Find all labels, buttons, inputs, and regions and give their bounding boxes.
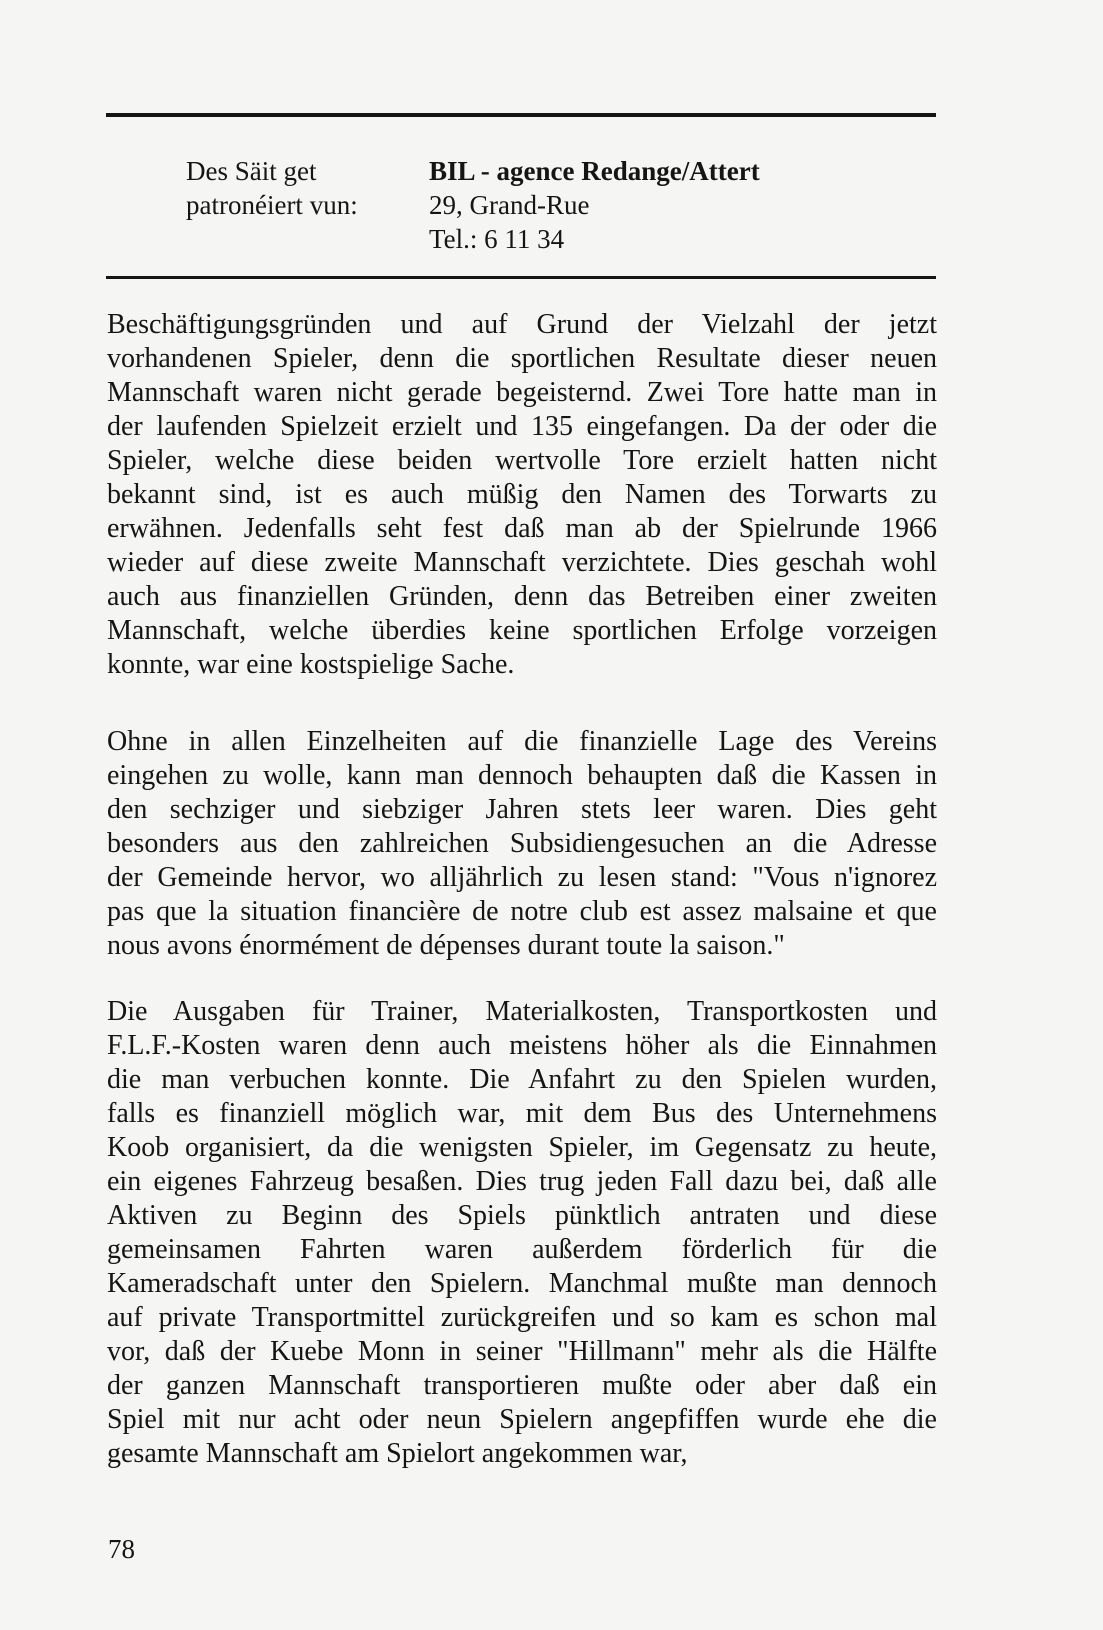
paragraph-3 (107, 995, 937, 1471)
paragraph-line: vor, daß der Kuebe Monn in seiner "Hillmann" mehr als die Hälfte (107, 1336, 937, 1367)
sponsor-name: BIL - agence Redange/Attert (429, 156, 760, 186)
paragraph-line: auf private Transportmittel zurückgreifen und so kam es schon mal (107, 1302, 937, 1333)
paragraph-line: der laufenden Spielzeit erzielt und 135 eingefangen. Da der oder die (107, 411, 937, 442)
paragraph-line: wieder auf diese zweite Mannschaft verzichtete. Dies geschah wohl (107, 547, 937, 578)
top-divider-rule (106, 113, 936, 117)
paragraph-line: den sechziger und siebziger Jahren stets leer waren. Dies geht (107, 794, 937, 825)
paragraph-line: Mannschaft, welche überdies keine sportlichen Erfolge vorzeigen (107, 615, 937, 646)
paragraph-line: falls es finanziell möglich war, mit dem Bus des Unternehmens (107, 1098, 937, 1129)
paragraph-line: gemeinsamen Fahrten waren außerdem förderlich für die (107, 1234, 937, 1265)
paragraph-line: konnte, war eine kostspielige Sache. (107, 649, 515, 680)
paragraph-line: pas que la situation financière de notre club est assez malsaine et que (107, 896, 937, 927)
paragraph-line: Ohne in allen Einzelheiten auf die finanzielle Lage des Vereins (107, 726, 937, 757)
sponsor-address: 29, Grand-Rue (429, 190, 590, 220)
paragraph-line: der Gemeinde hervor, wo alljährlich zu lesen stand: "Vous n'ignorez (107, 862, 937, 893)
paragraph-line: Spiel mit nur acht oder neun Spielern angepfiffen wurde ehe die (107, 1404, 937, 1435)
bottom-divider-rule (106, 276, 936, 279)
paragraph-line: vorhandenen Spieler, denn die sportlichen Resultate dieser neuen (107, 343, 937, 374)
paragraph-line: besonders aus den zahlreichen Subsidiengesuchen an die Adresse (107, 828, 937, 859)
sponsor-label-line-1: Des Säit get (186, 156, 317, 186)
paragraph-1 (107, 308, 937, 682)
paragraph-line: Aktiven zu Beginn des Spiels pünktlich antraten und diese (107, 1200, 937, 1231)
paragraph-line: F.L.F.-Kosten waren denn auch meistens höher als die Einnahmen (107, 1030, 937, 1061)
paragraph-line: Mannschaft waren nicht gerade begeisternd. Zwei Tore hatte man in (107, 377, 937, 408)
paragraph-line: Koob organisiert, da die wenigsten Spieler, im Gegensatz zu heute, (107, 1132, 937, 1163)
paragraph-line: nous avons énormément de dépenses durant toute la saison." (107, 930, 785, 961)
paragraph-line: gesamte Mannschaft am Spielort angekommen war, (107, 1438, 688, 1469)
sponsor-label-line-2: patronéiert vun: (186, 190, 358, 220)
paragraph-line: Die Ausgaben für Trainer, Materialkosten, Transportkosten und (107, 996, 937, 1027)
paragraph-line: die man verbuchen konnte. Die Anfahrt zu den Spielen wurden, (107, 1064, 937, 1095)
paragraph-line: der ganzen Mannschaft transportieren mußte oder aber daß ein (107, 1370, 937, 1401)
paragraph-line: Beschäftigungsgründen und auf Grund der Vielzahl der jetzt (107, 309, 937, 340)
paragraph-line: eingehen zu wolle, kann man dennoch behaupten daß die Kassen in (107, 760, 937, 791)
paragraph-line: bekannt sind, ist es auch müßig den Namen des Torwarts zu (107, 479, 937, 510)
paragraph-line: erwähnen. Jedenfalls seht fest daß man ab der Spielrunde 1966 (107, 513, 937, 544)
page-number: 78 (108, 1534, 135, 1564)
paragraph-2 (107, 725, 937, 963)
paragraph-line: ein eigenes Fahrzeug besaßen. Dies trug jeden Fall dazu bei, daß alle (107, 1166, 937, 1197)
paragraph-line: auch aus finanziellen Gründen, denn das Betreiben einer zweiten (107, 581, 937, 612)
sponsor-details (429, 154, 909, 256)
paragraph-line: Kameradschaft unter den Spielern. Manchmal mußte man dennoch (107, 1268, 937, 1299)
paragraph-line: Spieler, welche diese beiden wertvolle Tore erzielt hatten nicht (107, 445, 937, 476)
sponsor-label (186, 154, 426, 222)
sponsor-phone: Tel.: 6 11 34 (429, 224, 565, 254)
